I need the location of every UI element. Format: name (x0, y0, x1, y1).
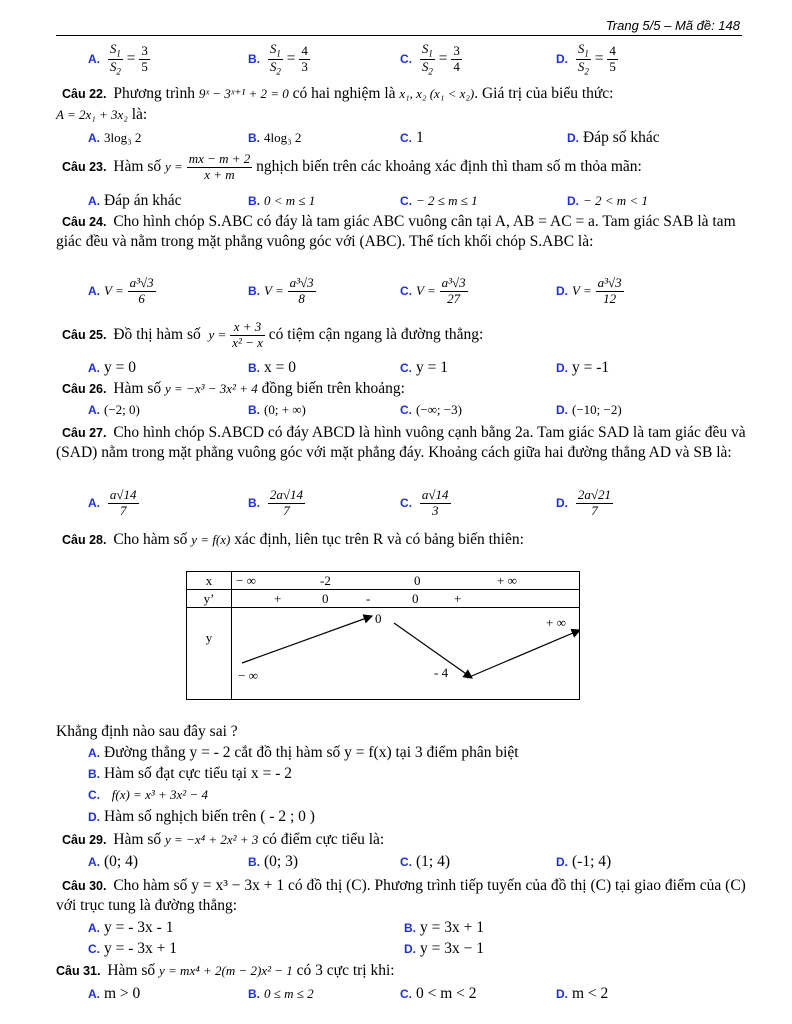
sign-2: 0 (322, 591, 329, 606)
q28-option-a: A. Đường thẳng y = - 2 cắt đồ thị hàm số y = f(x) tại 3 điểm phân biệt (88, 744, 519, 761)
q22-stem-2: A = 2x₁ + 3x₂ là: (56, 106, 148, 123)
q29-option-d: D. (-1; 4) (556, 853, 612, 870)
variation-arrows (232, 608, 580, 700)
q23-option-a: A. Đáp án khác (88, 192, 182, 209)
q23-option-c: C. − 2 ≤ m ≤ 1 (400, 193, 478, 208)
q28-question: Khẳng định nào sau đây sai ? (56, 723, 238, 740)
q25-option-b: B. x = 0 (248, 359, 296, 376)
q26-option-a: A. (−2; 0) (88, 402, 140, 417)
q23-option-d: D. − 2 < m < 1 (567, 193, 648, 208)
q24-stem: Câu 24. Cho hình chóp S.ABC có đáy là tam giác ABC vuông cân tại A, AB = AC = a. Tam giác SAB là tam giác đều và nằm trong mặt phẳng vuông góc với (ABC). Thể tích khối chóp S.ABC là: (56, 213, 736, 250)
q27-stem: Câu 27. Cho hình chóp S.ABCD có đáy ABCD là hình vuông cạnh bằng 2a. Tam giác SAD là tam giác đều và (SAD) nằm trong mặt phẳng vuông góc với mặt phẳng đáy. Khoảng cách giữa hai đường thẳng AD và SB là: (56, 424, 746, 461)
q26-option-b: B. (0; + ∞) (248, 402, 306, 417)
q22-option-b: B. 4log₃ 2 (248, 130, 302, 145)
y-val-top-right: + ∞ (546, 615, 566, 630)
x-val-pos-inf: + ∞ (497, 573, 517, 588)
q29-option-b: B. (0; 3) (248, 853, 299, 870)
q27-option-b: B. $\frac{2a√14}{7}$ (248, 487, 304, 518)
q30-option-b: B. y = 3x + 1 (404, 919, 484, 936)
q24-option-d: D. V = $\frac{\text{a³√3}}{12}$ (556, 275, 622, 306)
sign-3: - (366, 591, 371, 606)
q27-option-a: A. $\frac{a√14}{7}$ (88, 487, 137, 518)
q31-option-d: D. m < 2 (556, 985, 609, 1002)
q29-stem: Câu 29. Hàm số y = −x⁴ + 2x² + 3 có điểm cực tiểu là: (62, 831, 385, 848)
table-y-row (232, 608, 580, 700)
y-val-bot-left: − ∞ (238, 668, 258, 683)
sign-5: + (454, 591, 462, 606)
q28-option-d: D. Hàm số nghịch biến trên ( - 2 ; 0 ) (88, 808, 315, 825)
q31-option-b: B. 0 ≤ m ≤ 2 (248, 986, 314, 1001)
q27-option-c: C. $\frac{a√14}{3}$ (400, 487, 449, 518)
q31-option-c: C. 0 < m < 2 (400, 985, 477, 1002)
q21-option-d: D. $\frac{S_1}{S_2}$ = $\frac{4}{5}$ (556, 41, 616, 77)
q24-option-c: C. V = $\frac{\text{a³√3}}{27}$ (400, 275, 466, 306)
q26-option-d: D. (−10; −2) (556, 402, 622, 417)
q21-option-a: A. $\frac{S_1}{S_2}$ = $\frac{3}{5}$ (88, 41, 148, 77)
page-header: Trang 5/5 – Mã đề: 148 (605, 18, 740, 33)
q24-option-a: A. V = $\frac{\text{a³√3}}{6}$ (88, 275, 154, 306)
q26-option-c: C. (−∞; −3) (400, 402, 462, 417)
table-x-row (232, 572, 580, 590)
q24-option-b: B. V = $\frac{\text{a³√3}}{8}$ (248, 275, 314, 306)
sign-1: + (274, 591, 282, 606)
table-x-label: x (187, 572, 232, 590)
q22-stem: Câu 22. Phương trình 9ˣ − 3ˣ⁺¹ + 2 = 0 có hai nghiệm là x₁, x₂ (x₁ < x₂). Giá trị của biểu thức: (62, 85, 614, 102)
q28-stem: Câu 28. Cho hàm số y = f(x) xác định, liên tục trên R và có bảng biến thiên: (62, 531, 524, 548)
q22-option-d: D. Đáp số khác (567, 129, 660, 146)
variation-table (186, 571, 580, 700)
q25-option-c: C. y = 1 (400, 359, 448, 376)
sign-4: 0 (412, 591, 419, 606)
q28-option-b: B. Hàm số đạt cực tiểu tại x = - 2 (88, 765, 293, 782)
q31-stem: Câu 31. Hàm số y = mx⁴ + 2(m − 2)x² − 1 có 3 cực trị khi: (56, 962, 395, 979)
q23-stem: Câu 23. Hàm số y = $\frac{mx - m + 2}{x + m}$ nghịch biến trên các khoảng xác định thì tham số m thỏa mãn: (62, 151, 642, 182)
table-y-label: y (187, 608, 232, 700)
q27-option-d: D. $\frac{2a√21}{7}$ (556, 487, 612, 518)
table-yp-label: y’ (187, 590, 232, 608)
y-val-bot-mid: - 4 (434, 665, 449, 680)
table-yp-row (232, 590, 580, 608)
q25-option-d: D. y = -1 (556, 359, 610, 376)
q22-option-a: A. 3log₃ 2 (88, 130, 142, 145)
header-rule (56, 35, 742, 36)
q29-option-a: A. (0; 4) (88, 853, 139, 870)
q28-option-c: C. f(x) = x³ + 3x² − 4 (88, 787, 208, 802)
q30-option-a: A. y = - 3x - 1 (88, 919, 174, 936)
y-val-top-left: 0 (375, 611, 382, 626)
q30-option-d: D. y = 3x − 1 (404, 940, 484, 957)
x-val-minus2: -2 (320, 573, 331, 588)
q26-stem: Câu 26. Hàm số y = −x³ − 3x² + 4 đồng biến trên khoảng: (62, 380, 405, 397)
q21-option-c: C. $\frac{S_1}{S_2}$ = $\frac{3}{4}$ (400, 41, 460, 77)
q29-option-c: C. (1; 4) (400, 853, 451, 870)
q23-option-b: B. 0 < m ≤ 1 (248, 193, 316, 208)
q30-option-c: C. y = - 3x + 1 (88, 940, 178, 957)
q25-option-a: A. y = 0 (88, 359, 136, 376)
q31-option-a: A. m > 0 (88, 985, 141, 1002)
q30-stem: Câu 30. Cho hàm số y = x³ − 3x + 1 có đồ thị (C). Phương trình tiếp tuyến của đồ thị (C) tại giao điểm của (C) với trục tung là đường thẳng: (56, 877, 746, 914)
q25-stem: Câu 25. Đồ thị hàm số y = $\frac{x + 3}{\text{x² − x}}$ có tiệm cận ngang là đường thẳng: (62, 319, 484, 350)
x-val-0: 0 (414, 573, 421, 588)
q21-option-b: B. $\frac{S_1}{S_2}$ = $\frac{4}{3}$ (248, 41, 308, 77)
q22-option-c: C. 1 (400, 129, 424, 146)
x-val-neg-inf: − ∞ (236, 573, 256, 588)
